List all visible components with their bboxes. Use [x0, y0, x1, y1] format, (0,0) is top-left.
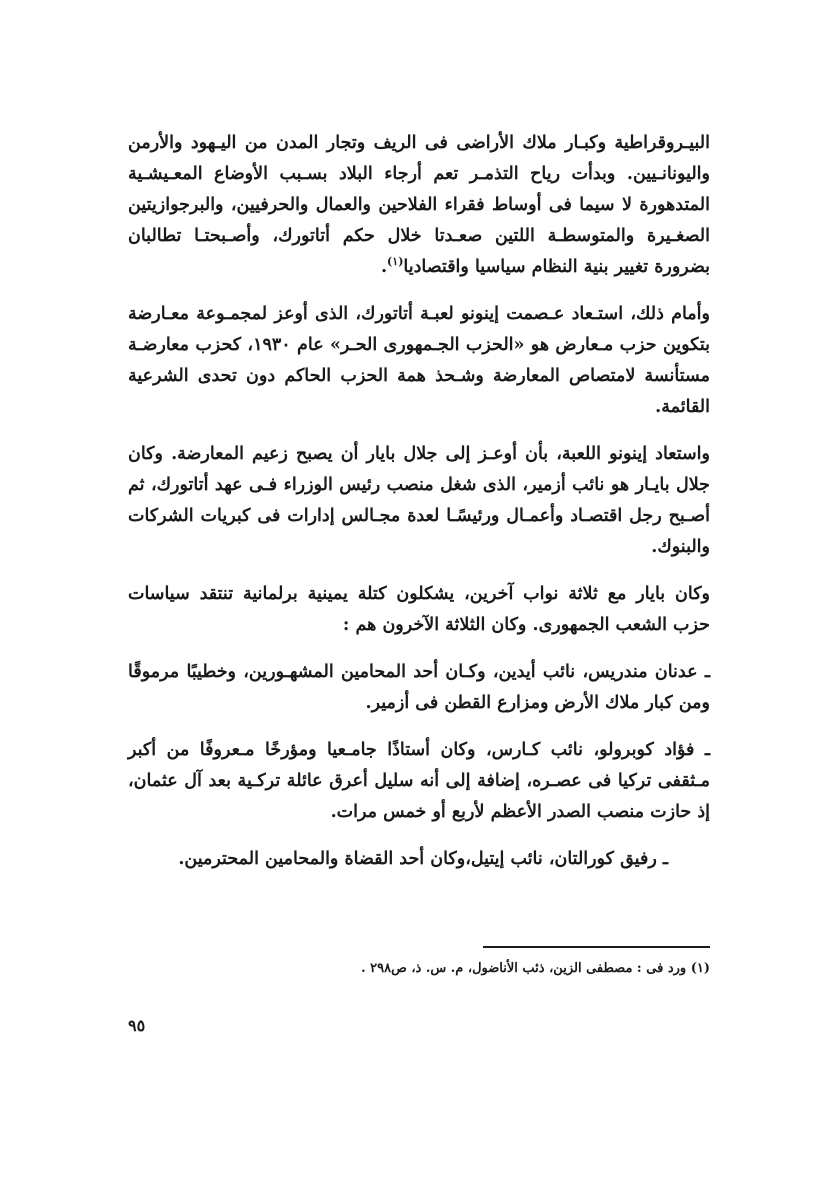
- list-item-adnan-menderes: ـ عدنان مندريس، نائب أيدين، وكـان أحد المحامين المشهـورين، وخطيبًا مرموقًا ومن كبار ملاك الأرض ومزارع القطن فى أزمير.: [128, 662, 710, 713]
- footnote-reference: (١): [387, 255, 404, 269]
- paragraph-bureaucracy-end: .: [380, 257, 388, 277]
- footnote-divider: [483, 946, 710, 948]
- paragraph-bureaucracy: [128, 128, 710, 283]
- footnote: (١) ورد فى : مصطفى الزين، ذئب الأناضول، م. س. ذ، ص٢٩٨ .: [361, 961, 710, 976]
- list-item-fuad-koprulu: ـ فؤاد كوبرولو، نائب كـارس، وكان أستاذًا جامـعيا ومؤرخًا مـعروفًا من أكبر مـثقفى تركيا فى عصـره، إضافة إلى أنه سليل أعرق عائلة تركـية بعد آل عثمان، إذ حازت منصب الصدر الأعظم لأربع أو خمس مرات.: [128, 740, 710, 822]
- page-number: ٩٥: [128, 1016, 146, 1035]
- body-text: [128, 128, 710, 891]
- paragraph-three-deputies: وكان بايار مع ثلاثة نواب آخرين، يشكلون كتلة يمينية برلمانية تنتقد سياسات حزب الشعب الجمهورى. وكان الثلاثة الآخرون هم :: [128, 584, 710, 635]
- paragraph-celal-bayar: واستعاد إينونو اللعبة، بأن أوعـز إلى جلال بايار أن يصبح زعيم المعارضة. وكان جلال بايـار هو نائب أزمير، الذى شغل منصب رئيس الوزراء فـى عهد أتاتورك، ثم أصـبح رجل اقتصـاد وأعمـال ورئيسًـا لعدة مجـالس إدارات فى كبريات الشركات والبنوك.: [128, 444, 710, 557]
- list-item-refik-koraltan: ـ رفيق كورالتان، نائب إيتيل،وكان أحد القضاة والمحامين المحترمين.: [178, 849, 668, 869]
- paragraph-inonu-opposition: وأمام ذلك، استـعاد عـصمت إينونو لعبـة أتاتورك، الذى أوعز لمجمـوعة معـارضة بتكوين حزب مـعارض هو «الحزب الجـمهورى الحـر» عام ١٩٣٠، كحزب معارضـة مستأنسة لامتصاص المعارضة وشـحذ همة الحزب الحاكم دون تحدى الشرعية القائمة.: [128, 304, 710, 417]
- paragraph-bureaucracy-text: البيـروقراطية وكبـار ملاك الأراضى فى الريف وتجار المدن من اليـهود والأرمن واليونانـيين. وبدأت رياح التذمـر تعم أرجاء البلاد بسـبب الأوضاع المعـيشـية المتدهورة لا سيما فى أوساط فقراء الفلاحين والعمال والحرفيين، والبرجوازيتين الصغـيرة والمتوسطـة اللتين صعـدتا خلال حكم أتاتورك، وأصـبحتـا تطالبان بضرورة تغيير بنية النظام سياسيا واقتصاديا: [128, 133, 710, 277]
